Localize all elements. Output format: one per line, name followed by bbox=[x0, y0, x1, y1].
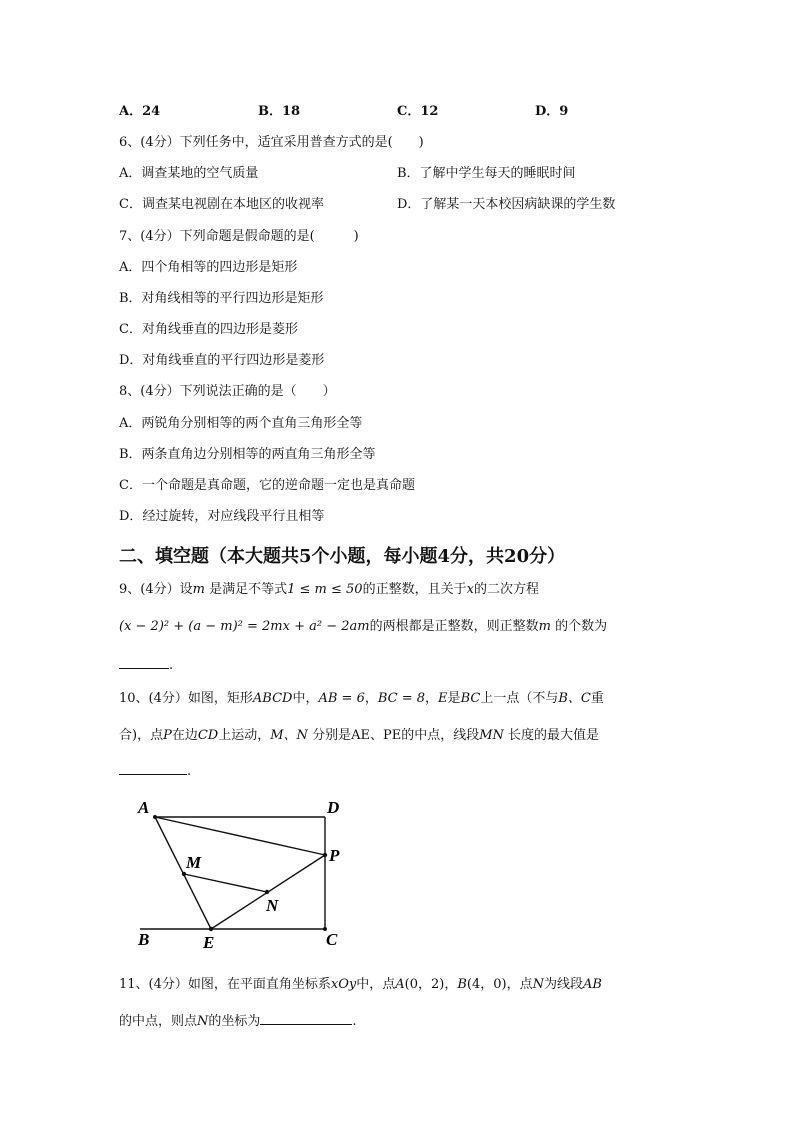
q7-option-b: B．对角线相等的平行四边形是矩形 bbox=[119, 291, 324, 306]
q10-p: P bbox=[163, 728, 172, 743]
option-b: B．18 bbox=[258, 104, 301, 119]
q9-var-m: m bbox=[192, 582, 205, 597]
q11-text: (0，2)， bbox=[404, 977, 458, 992]
q10-e: E bbox=[438, 691, 448, 706]
q8-option-a: A．两锐角分别相等的两个直角三角形全等 bbox=[119, 416, 363, 431]
q8-option-c: C．一个命题是真命题，它的逆命题一定也是真命题 bbox=[119, 478, 415, 493]
q10-end: . bbox=[187, 764, 192, 779]
q9-text: 的个数为 bbox=[555, 619, 608, 634]
q10-text: 合)，点 bbox=[119, 728, 164, 743]
q11-xoy: xOy bbox=[330, 977, 357, 992]
segment-ap bbox=[155, 817, 325, 855]
q10-cd: CD bbox=[197, 728, 219, 743]
q10-text: AE、PE bbox=[351, 728, 402, 743]
q11-text: 的中点，则点 bbox=[119, 1014, 198, 1029]
q11-text: 为线段 bbox=[543, 977, 583, 992]
question-7-stem: 7、(4分）下列命题是假命题的是( ) bbox=[119, 229, 359, 244]
question-8-stem: 8、(4分）下列说法正确的是（ ） bbox=[119, 384, 336, 399]
question-10-answer bbox=[119, 762, 191, 780]
option-c: C．12 bbox=[397, 104, 439, 119]
q9-text: 的二次方程 bbox=[473, 582, 539, 597]
question-11-line-1 bbox=[119, 977, 602, 993]
q10-bc: BC = 8 bbox=[377, 691, 426, 706]
q11-text: 的坐标为 bbox=[208, 1014, 261, 1029]
q6-option-a: A．调查某地的空气质量 bbox=[119, 166, 259, 181]
q10-bc-pts: B、C bbox=[558, 691, 591, 706]
q9-text: 的两根都是正整数，则正整数 bbox=[369, 619, 539, 634]
q11-end: . bbox=[352, 1014, 357, 1029]
q11-a: A bbox=[395, 977, 405, 992]
q10-text: 是 bbox=[447, 691, 461, 706]
label-a: A bbox=[138, 798, 150, 817]
question-9-line-2 bbox=[119, 619, 607, 635]
q7-option-d: D．对角线垂直的平行四边形是菱形 bbox=[119, 353, 325, 368]
label-p: P bbox=[329, 846, 340, 865]
q9-text: 9、(4分）设 bbox=[119, 582, 193, 597]
answer-blank[interactable] bbox=[260, 1012, 352, 1025]
q6-option-d: D．了解某一天本校因病缺课的学生数 bbox=[397, 197, 616, 212]
q9-var-x: x bbox=[466, 582, 474, 597]
question-6-stem: 6、(4分）下列任务中，适宜采用普查方式的是( ) bbox=[119, 135, 424, 150]
q9-text: 的正整数，且关于 bbox=[362, 582, 467, 597]
q6-option-b: B．了解中学生每天的睡眠时间 bbox=[397, 166, 576, 181]
label-m: M bbox=[186, 853, 202, 872]
label-c: C bbox=[326, 930, 338, 949]
q8-option-d: D．经过旋转，对应线段平行且相等 bbox=[119, 509, 325, 524]
q9-end: . bbox=[169, 658, 174, 673]
question-11-line-2 bbox=[119, 1012, 357, 1030]
option-a: A．24 bbox=[119, 104, 161, 119]
question-9-line-1 bbox=[119, 582, 539, 598]
label-b: B bbox=[138, 930, 150, 949]
q10-text: 的中点，线段 bbox=[401, 728, 480, 743]
q10-rect: ABCD bbox=[252, 691, 293, 706]
q10-bc-seg: BC bbox=[460, 691, 481, 706]
label-e: E bbox=[203, 933, 215, 952]
question-10-line-1 bbox=[119, 691, 604, 707]
q10-sep: ， bbox=[425, 691, 439, 706]
point-p bbox=[323, 853, 327, 857]
q10-mn: M、N bbox=[270, 728, 308, 743]
q11-text: 中，点 bbox=[356, 977, 396, 992]
segment-mn bbox=[184, 874, 267, 892]
question-10-line-2 bbox=[119, 728, 599, 744]
q11-b: B bbox=[457, 977, 467, 992]
point-e bbox=[209, 927, 213, 931]
q9-inequality: 1 ≤ m ≤ 50 bbox=[287, 582, 363, 597]
option-d: D．9 bbox=[535, 104, 569, 119]
q11-text: (4，0)，点 bbox=[466, 977, 533, 992]
q6-option-c: C．调查某电视剧在本地区的收视率 bbox=[119, 197, 324, 212]
q10-text: 在边 bbox=[171, 728, 198, 743]
q10-text: 中， bbox=[292, 691, 319, 706]
answer-blank[interactable] bbox=[119, 762, 187, 775]
q8-option-b: B．两条直角边分别相等的两直角三角形全等 bbox=[119, 447, 376, 462]
q10-text: 长度的最大值是 bbox=[508, 728, 600, 743]
q10-text: 重 bbox=[590, 691, 604, 706]
q10-ab: AB = 6 bbox=[318, 691, 365, 706]
section-title: 二、填空题（本大题共5个小题，每小题4分，共20分） bbox=[119, 546, 566, 567]
q10-text: 10、(4分）如图，矩形 bbox=[119, 691, 253, 706]
q10-sep: ， bbox=[364, 691, 378, 706]
q10-text: 上运动， bbox=[218, 728, 271, 743]
question-9-answer bbox=[119, 656, 173, 674]
q11-text: 11、(4分）如图，在平面直角坐标系 bbox=[119, 977, 331, 992]
q10-text: 分别是 bbox=[312, 728, 352, 743]
q7-option-a: A．四个角相等的四边形是矩形 bbox=[119, 260, 298, 275]
q10-text: 上一点（不与 bbox=[480, 691, 559, 706]
q11-n: N bbox=[532, 977, 544, 992]
q10-mn-seg: MN bbox=[479, 728, 504, 743]
point-a bbox=[153, 815, 157, 819]
label-n: N bbox=[266, 896, 279, 915]
answer-blank[interactable] bbox=[119, 656, 169, 669]
q9-equation: (x − 2)² + (a − m)² = 2mx + a² − 2am bbox=[119, 619, 370, 634]
q9-var-m: m bbox=[538, 619, 551, 634]
q7-option-c: C．对角线垂直的四边形是菱形 bbox=[119, 322, 298, 337]
point-m bbox=[182, 872, 186, 876]
geometry-figure bbox=[130, 795, 350, 955]
q11-ab: AB bbox=[582, 977, 602, 992]
q9-text: 是满足不等式 bbox=[209, 582, 288, 597]
label-d: D bbox=[327, 798, 340, 817]
point-n bbox=[265, 890, 269, 894]
q11-n: N bbox=[197, 1014, 209, 1029]
